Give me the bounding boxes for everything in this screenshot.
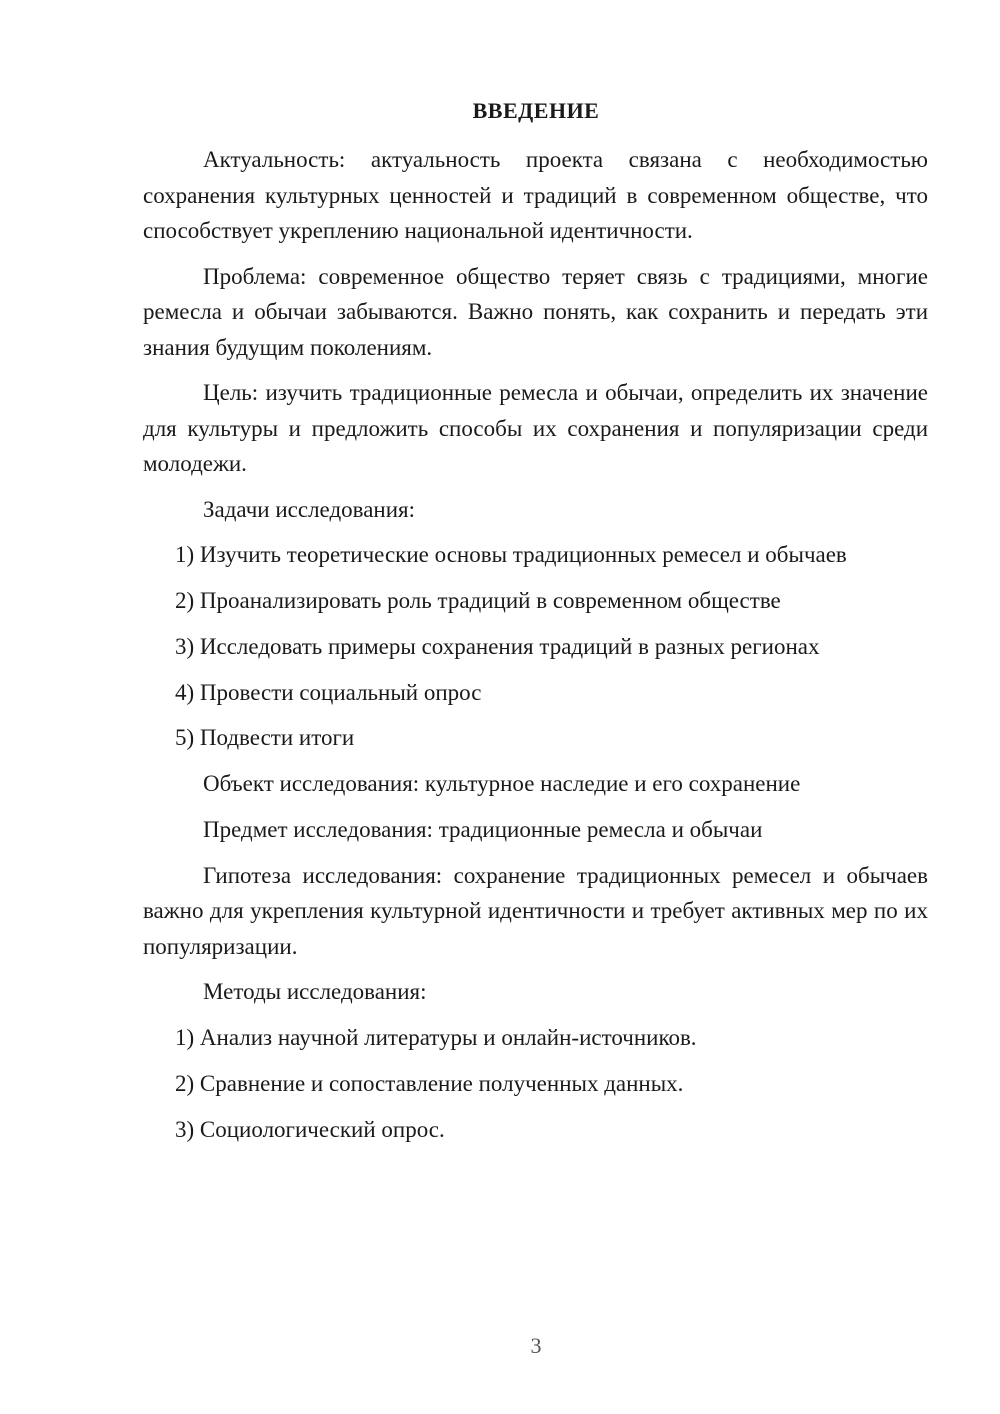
goal-paragraph: Цель: изучить традиционные ремесла и обычаи, определить их значение для культуры и предложить способы их сохранения и популяризации среди молодежи. (143, 380, 928, 476)
task-item: 5) Подвести итоги (175, 725, 355, 751)
methods-title: Методы исследования: (203, 979, 427, 1005)
page-number: 3 (530, 1333, 542, 1358)
task-item: 4) Провести социальный опрос (175, 679, 482, 705)
method-item: 2) Сравнение и сопоставление полученных данных. (175, 1070, 684, 1096)
hypothesis-paragraph: Гипотеза исследования: сохранение традиционных ремесел и обычаев важно для укрепления культурной идентичности и требует активных мер по их популяризации. (143, 862, 928, 959)
document-body (143, 142, 928, 1158)
research-object: Объект исследования: культурное наследие и его сохранение (203, 771, 801, 797)
relevance-paragraph: Актуальность: актуальность проекта связана с необходимостью сохранения культурных ценностей и традиций в современном обществе, что способствует укреплению национальной идентичности. (143, 147, 928, 243)
page-title: ВВЕДЕНИЕ (472, 98, 600, 123)
problem-paragraph: Проблема: современное общество теряет связь с традициями, многие ремесла и обычаи забываются. Важно понять, как сохранить и передать эти знания будущим поколениям. (143, 263, 928, 360)
task-item: 2) Проанализировать роль традиций в современном обществе (175, 588, 781, 614)
task-item: 3) Исследовать примеры сохранения традиций в разных регионах (175, 633, 820, 659)
method-item: 1) Анализ научной литературы и онлайн-источников. (175, 1025, 697, 1051)
research-subject: Предмет исследования: традиционные ремесла и обычаи (203, 817, 763, 843)
method-item: 3) Социологический опрос. (175, 1116, 445, 1142)
task-item: 1) Изучить теоретические основы традиционных ремесел и обычаев (175, 542, 847, 568)
tasks-title: Задачи исследования: (203, 496, 416, 522)
